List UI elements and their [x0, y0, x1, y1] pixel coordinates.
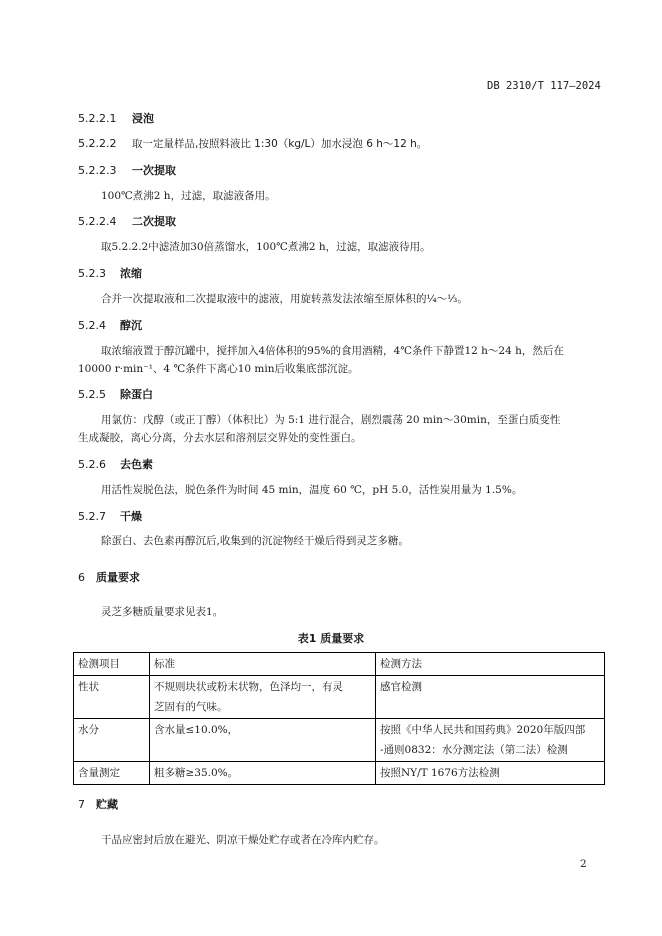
section-number: 7 — [78, 798, 85, 811]
section-heading — [78, 508, 142, 524]
cell-line: 感官检测 — [380, 681, 422, 693]
section-title: 去色素 — [120, 458, 153, 471]
paragraph: 用活性炭脱色法，脱色条件为时间 45 min，温度 60 ℃，pH 5.0，活性炭用量为 1.5%。 — [101, 484, 523, 496]
paragraph: 除蛋白、去色素再醇沉后,收集到的沉淀物经干燥后得到灵芝多糖。 — [101, 535, 409, 547]
section-heading — [78, 136, 427, 151]
cell-line: 粗多糖≥35.0%。 — [154, 767, 239, 779]
table-row — [74, 762, 605, 785]
section-title: 除蛋白 — [120, 388, 153, 401]
section-number: 5.2.2.1 — [78, 112, 117, 125]
paragraph: 取5.2.2.2中滤渣加30倍蒸馏水，100℃煮沸2 h，过滤，取滤液待用。 — [101, 241, 431, 253]
cell-line: 芝固有的气味。 — [154, 701, 228, 713]
cell-line: 含水量≤10.0%， — [154, 724, 239, 736]
cell-line: 不规则块状或粉末状物，色泽均一，有灵 — [154, 681, 343, 693]
document-id: DB 2310/T 117—2024 — [487, 80, 601, 92]
table-cell-method — [376, 719, 605, 762]
section-title: 浓缩 — [120, 267, 142, 280]
section-title: 二次提取 — [132, 215, 176, 228]
section-title: 干燥 — [120, 510, 142, 523]
section-number: 5.2.6 — [78, 458, 106, 471]
section-number: 6 — [78, 571, 85, 584]
paragraph-line: 生成凝胶，离心分离，分去水层和溶剂层交界处的变性蛋白。 — [78, 432, 362, 444]
section-heading — [78, 265, 142, 281]
section-number: 5.2.7 — [78, 510, 106, 523]
section-text: 取一定量样品,按照料液比 1:30（kg/L）加水浸泡 6 h～12 h。 — [132, 138, 428, 150]
paragraph: 灵芝多糖质量要求见表1。 — [101, 606, 224, 618]
table-header-cell: 检测项目 — [74, 653, 150, 676]
table-cell-standard — [150, 719, 376, 762]
section-number: 5.2.3 — [78, 267, 106, 280]
section-number: 5.2.2.2 — [78, 137, 117, 150]
table-cell-item: 性状 — [74, 676, 150, 719]
paragraph-line: 取浓缩液置于醇沉罐中，搅拌加入4倍体积的95%的食用酒精，4℃条件下静置12 h～24 h，然后在 — [101, 345, 564, 357]
paragraph-line: 10000 r·min⁻¹、4 ℃条件下离心10 min后收集底部沉淀。 — [78, 363, 359, 375]
section-heading — [78, 162, 176, 178]
section-number: 5.2.4 — [78, 319, 106, 332]
table-header-cell: 检测方法 — [376, 653, 605, 676]
section-heading — [78, 213, 176, 229]
section-title: 醇沉 — [120, 319, 142, 332]
quality-requirements-table — [73, 652, 605, 785]
table-header-cell: 标准 — [150, 653, 376, 676]
table-cell-standard — [150, 676, 376, 719]
section-title: 一次提取 — [132, 164, 176, 177]
table-row — [74, 676, 605, 719]
cell-line: 按照《中华人民共和国药典》2020年版四部 — [380, 724, 586, 736]
section-heading — [78, 110, 154, 126]
section-heading — [78, 456, 153, 472]
section-heading — [78, 317, 142, 333]
cell-line: 按照NY/T 1676方法检测 — [380, 767, 500, 779]
paragraph-line: 用氯仿：戊醇（或正丁醇）（体积比）为 5:1 进行混合，剧烈震荡 20 min～30min，至蛋白质变性 — [101, 414, 561, 426]
section-number: 5.2.2.4 — [78, 215, 117, 228]
section-heading — [78, 569, 140, 585]
section-heading — [78, 386, 153, 402]
paragraph: 合并一次提取液和二次提取液中的滤液，用旋转蒸发法浓缩至原体积的¼～⅓。 — [101, 293, 468, 305]
table-cell-method — [376, 676, 605, 719]
section-title: 质量要求 — [96, 571, 140, 584]
section-title: 贮藏 — [96, 798, 118, 811]
paragraph: 干品应密封后放在避光、阴凉干燥处贮存或者在冷库内贮存。 — [101, 834, 385, 846]
table-cell-item: 含量测定 — [74, 762, 150, 785]
table-cell-method — [376, 762, 605, 785]
cell-line: -通则0832：水分测定法（第二法）检测 — [380, 744, 568, 756]
section-number: 5.2.2.3 — [78, 164, 117, 177]
table-row — [74, 719, 605, 762]
section-heading — [78, 796, 118, 812]
table-title: 表1 质量要求 — [297, 632, 365, 645]
table-cell-standard — [150, 762, 376, 785]
table-header-row — [74, 653, 605, 676]
table-cell-item: 水分 — [74, 719, 150, 762]
page-number: 2 — [580, 858, 587, 870]
section-title: 浸泡 — [132, 112, 154, 125]
paragraph: 100℃煮沸2 h，过滤，取滤液备用。 — [101, 190, 276, 202]
section-number: 5.2.5 — [78, 388, 106, 401]
